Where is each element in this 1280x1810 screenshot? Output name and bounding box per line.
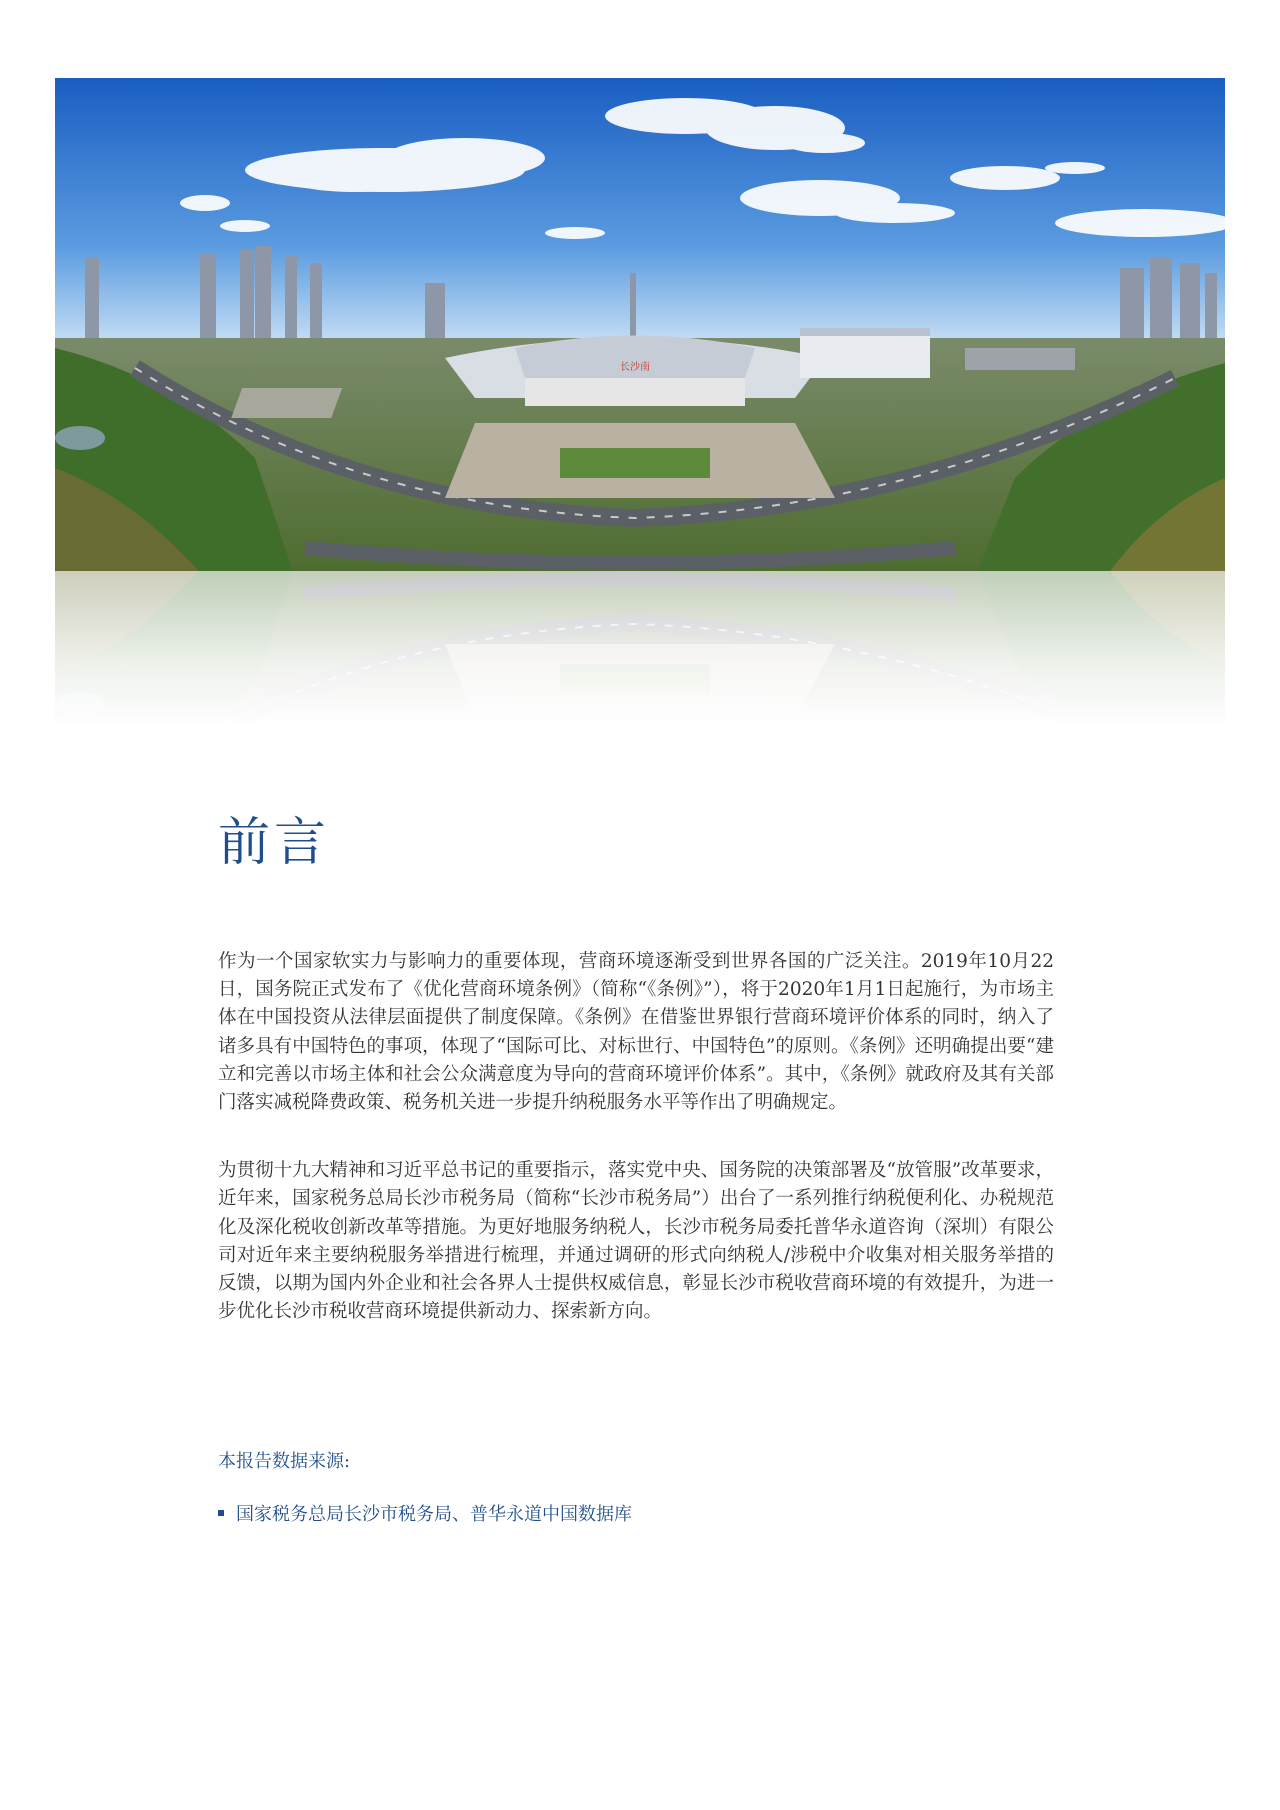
data-source-list [218, 1500, 632, 1526]
paragraph-2: 为贯彻十九大精神和习近平总书记的重要指示，落实党中央、国务院的决策部署及“放管服”改革要求，近年来，国家税务总局长沙市税务局（简称“长沙市税务局”）出台了一系列推行纳税便利化、办税规范化及深化税收创新改革等措施。为更好地服务纳税人，长沙市税务局委托普华永道咨询（深圳）有限公司对近年来主要纳税服务举措进行梳理，并通过调研的形式向纳税人/涉税中介收集对相关服务举措的反馈，以期为国内外企业和社会各界人士提供权威信息，彰显长沙市税收营商环境的有效提升，为进一步优化长沙市税收营商环境提供新动力、探索新方向。 [218, 1160, 1054, 1323]
paragraph-1: 作为一个国家软实力与影响力的重要体现，营商环境逐渐受到世界各国的广泛关注。2019年10月22日，国务院正式发布了《优化营商环境条例》（简称“《条例》”），将于2020年1月1日起施行，为市场主体在中国投资从法律层面提供了制度保障。《条例》在借鉴世界银行营商环境评价体系的同时，纳入了诸多具有中国特色的事项，体现了“国际可比、对标世行、中国特色”的原则。《条例》还明确提出要“建立和完善以市场主体和社会公众满意度为导向的营商环境评价体系”。其中，《条例》就政府及其有关部门落实减税降费政策、税务机关进一步提升纳税服务水平等作出了明确规定。 [218, 951, 1054, 1114]
changsha-south-station-panorama [55, 78, 1225, 728]
square-bullet-icon [218, 1510, 224, 1516]
data-source-heading: 本报告数据来源: [218, 1451, 351, 1472]
page-title: 前言 [218, 813, 331, 873]
data-source-item-label: 国家税务总局长沙市税务局、普华永道中国数据库 [236, 1504, 632, 1525]
hero-panorama-image [55, 78, 1225, 728]
data-source-item [218, 1500, 632, 1526]
preface-body [218, 948, 1054, 1366]
